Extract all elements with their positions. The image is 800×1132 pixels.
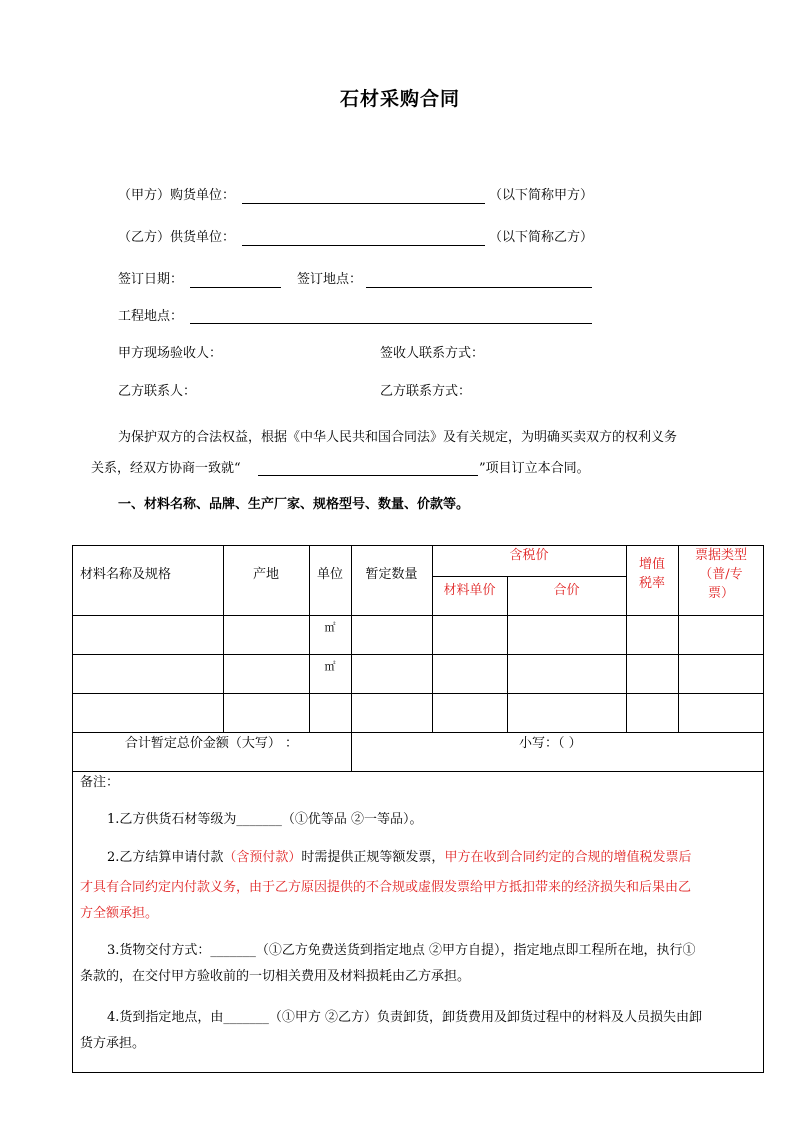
- project-place-label: 工程地点：: [118, 309, 184, 324]
- clause-2-line-2: 才具有合同约定内付款义务，由于乙方原因提供的不合规或虚假发票给甲方抵扣带来的经济损失和后果由乙: [80, 880, 692, 895]
- header-tax-price: 含税价: [509, 548, 549, 563]
- header-invoice-1: 票据类型: [694, 548, 747, 563]
- b-contact-label: 乙方联系方式：: [380, 384, 472, 399]
- header-vat-1: 增值: [638, 557, 665, 572]
- clause-3-line-1: 3.货物交付方式：_______（①乙方免费送货到指定地点 ②甲方自提），指定地点即工程所在地，执行①: [107, 943, 696, 958]
- a-inspector-label: 甲方现场验收人：: [118, 346, 223, 361]
- col-line: [507, 576, 508, 732]
- clause-2-line-3: 方全额承担。: [80, 906, 159, 921]
- section-1-heading: 一、材料名称、品牌、生产厂家、规格型号、数量、价款等。: [118, 497, 470, 512]
- total-amount-label: 合计暂定总价金额（大写） ：: [124, 736, 299, 751]
- row-1-unit: ㎡: [324, 621, 336, 634]
- clause-2-text-a: 2.乙方结算申请付款: [107, 850, 224, 865]
- intro-line-2-suffix: ”项目订立本合同。: [479, 461, 590, 476]
- remarks-label: 备注：: [80, 775, 120, 790]
- small-amount-label: 小写：（ ）: [519, 736, 582, 751]
- col-line: [432, 545, 433, 732]
- row-line: [72, 693, 764, 694]
- party-b-label: （乙方）供货单位：: [118, 230, 236, 245]
- intro-line-2-prefix: 关系，经双方协商一致就“: [91, 461, 241, 476]
- clause-4-line-1: 4.货到指定地点，由_______（①甲方 ②乙方）负责卸货，卸货费用及卸货过程中的材料及人员损失由卸: [107, 1010, 703, 1025]
- sign-date-label: 签订日期：: [118, 272, 184, 287]
- sign-place-field[interactable]: [366, 287, 592, 288]
- clause-2-text-d: 甲方在收到合同约定的合规的增值税发票后: [444, 850, 692, 865]
- header-vat-2: 税率: [638, 576, 665, 591]
- header-unit-price: 材料单价: [443, 583, 496, 598]
- header-invoice-2: （普/专: [699, 567, 743, 582]
- project-name-field[interactable]: [258, 475, 478, 476]
- page-title: 石材采购合同: [339, 88, 460, 110]
- clause-2-text-c: 时需提供正规等额发票，: [301, 850, 445, 865]
- row-line: [72, 771, 764, 772]
- party-b-field[interactable]: [242, 245, 485, 246]
- clause-2-line-1: [107, 850, 691, 866]
- b-contact-person-label: 乙方联系人：: [118, 384, 197, 399]
- header-total: 合价: [553, 583, 580, 598]
- header-name: 材料名称及规格: [80, 567, 172, 582]
- row-line: [72, 615, 764, 616]
- party-b-suffix: （以下简称乙方）: [489, 230, 594, 245]
- header-qty: 暂定数量: [365, 567, 418, 582]
- party-a-label: （甲方）购货单位：: [118, 188, 236, 203]
- sign-date-field[interactable]: [190, 287, 281, 288]
- row-line: [72, 654, 764, 655]
- clause-4-line-2: 货方承担。: [80, 1036, 146, 1051]
- intro-line-1: 为保护双方的合法权益，根据《中华人民共和国合同法》及有关规定，为明确买卖双方的权利义务: [118, 430, 678, 445]
- clause-2-text-b: （含预付款）: [223, 850, 302, 865]
- party-a-field[interactable]: [242, 203, 485, 204]
- col-line: [626, 545, 627, 732]
- header-split-line: [432, 576, 626, 577]
- row-line: [72, 732, 764, 733]
- row-2-unit: ㎡: [324, 660, 336, 673]
- clause-1: 1.乙方供货石材等级为_______（①优等品 ②一等品）。: [107, 812, 423, 827]
- header-origin: 产地: [252, 567, 279, 582]
- sign-place-label: 签订地点：: [297, 272, 363, 287]
- header-invoice-3: 票）: [707, 586, 734, 601]
- party-a-suffix: （以下简称甲方）: [489, 188, 594, 203]
- receiver-contact-label: 签收人联系方式：: [380, 346, 485, 361]
- clause-3-line-2: 条款的，在交付甲方验收前的一切相关费用及材料损耗由乙方承担。: [80, 969, 471, 984]
- table-border: [72, 545, 764, 1073]
- header-unit: 单位: [316, 567, 343, 582]
- project-place-field[interactable]: [190, 323, 592, 324]
